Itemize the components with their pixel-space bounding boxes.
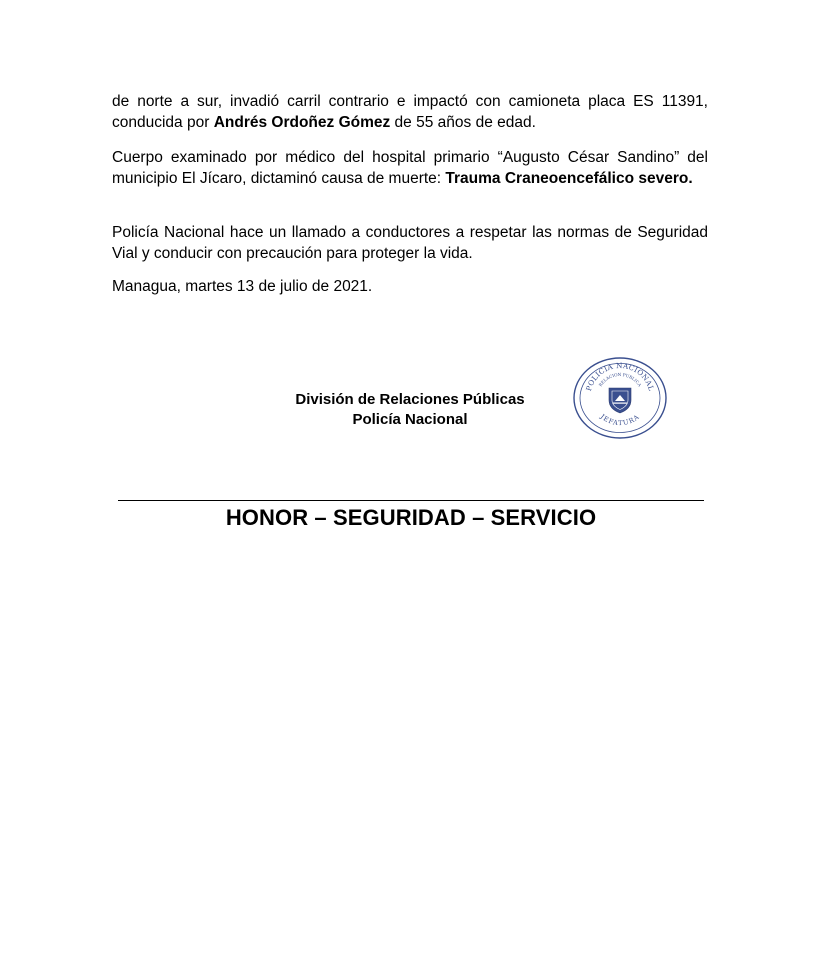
footer-motto: HONOR – SEGURIDAD – SERVICIO [225, 505, 597, 530]
police-shield-icon [609, 388, 631, 413]
signature-institution: Policía Nacional [352, 411, 468, 428]
signature-division: División de Relaciones Públicas [295, 391, 525, 408]
paragraph-text: de norte a sur, invadió carril contrario e impactó con camioneta placa ES 11391, conducida por [112, 93, 708, 131]
paragraph-medical-exam [112, 147, 708, 189]
date-line: Managua, martes 13 de julio de 2021. [112, 278, 373, 295]
seal-inner-text: RELACION PUBLICA [597, 371, 643, 388]
paragraph-police-call [112, 222, 708, 264]
footer-divider [118, 500, 704, 501]
paragraph-date-place [112, 276, 708, 297]
cause-of-death: Trauma Craneoencefálico severo. [445, 170, 693, 187]
seal-bottom-text: JEFATURA [598, 412, 642, 428]
signature-block [250, 390, 570, 430]
seal-top-text: POLICIA NACIONAL [583, 360, 657, 393]
police-seal-stamp [572, 356, 668, 440]
svg-text:JEFATURA [598, 412, 641, 427]
paragraph-text: Cuerpo examinado por médico del hospital primario “Augusto César Sandino” del municipio El Jícaro, dictaminó causa de muerte: [112, 149, 708, 187]
driver-name: Andrés Ordoñez Gómez [213, 114, 391, 131]
paragraph-collision-details [112, 91, 708, 133]
paragraph-text: Policía Nacional hace un llamado a conductores a respetar las normas de Seguridad Vial y conducir con precaución para proteger la vida. [112, 224, 708, 262]
paragraph-text: de 55 años de edad. [390, 114, 536, 131]
